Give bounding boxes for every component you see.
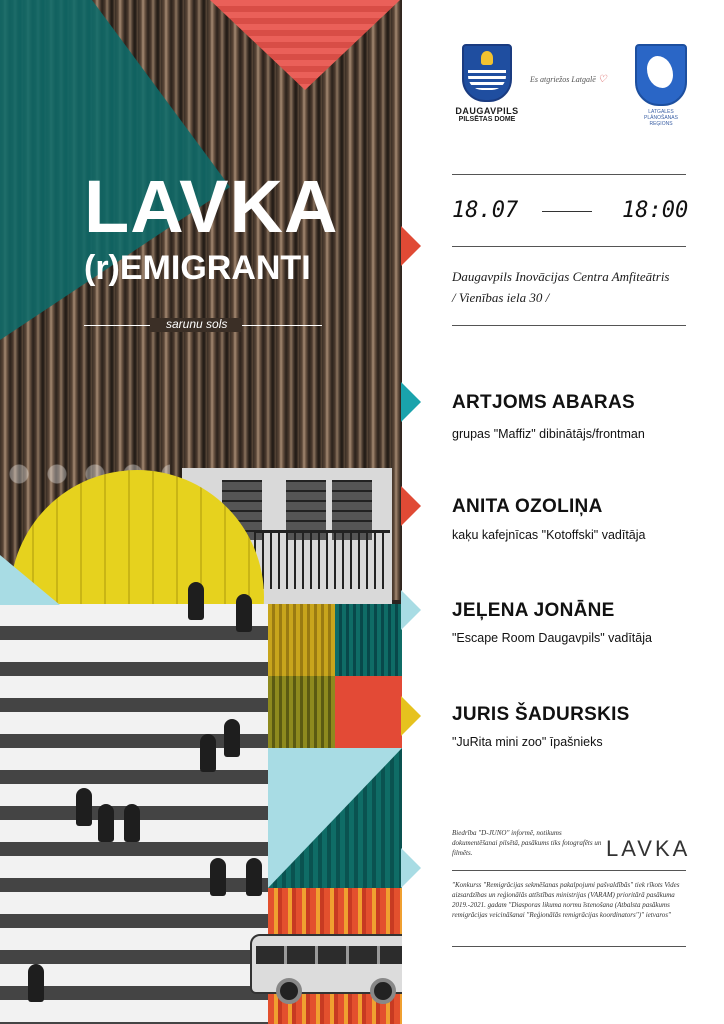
pedestrian xyxy=(124,804,140,842)
event-date: 18.07 xyxy=(452,198,519,223)
tile-mustard xyxy=(268,604,335,676)
date-separator xyxy=(542,211,592,212)
region-coat-of-arms-icon xyxy=(635,44,687,106)
van-wheel xyxy=(276,978,302,1004)
crosswalk-photo xyxy=(0,604,268,1024)
speaker-role: "JuRita mini zoo" īpašnieks xyxy=(452,735,603,749)
filming-notice: Biedrība "D-JUNO" informē, notikums dokumentēšanai pilsētā, pasākums tiks fotografēts un filmēts. xyxy=(452,829,602,857)
marker-yellow xyxy=(401,696,421,736)
pedestrian xyxy=(246,858,262,896)
venue-name: Daugavpils Inovācijas Centra Amfiteātris xyxy=(452,269,670,284)
lavka-logo: LAVKA xyxy=(606,836,691,861)
griffin-icon xyxy=(647,56,673,88)
city-logo xyxy=(452,44,522,123)
heart-icon: ♡ xyxy=(597,74,607,85)
marker-red xyxy=(401,486,421,526)
marker-red xyxy=(401,226,421,266)
poster-subtitle: (r)EMIGRANTI xyxy=(84,249,311,287)
marker-light-blue xyxy=(401,590,421,630)
city-name: DAUGAVPILS xyxy=(455,106,519,116)
venue-address: / Vienības iela 30 / xyxy=(452,290,550,305)
balcony-railing xyxy=(254,530,390,589)
speaker-role: "Escape Room Daugavpils" vadītāja xyxy=(452,631,652,645)
speaker-name: JURIS ŠADURSKIS xyxy=(452,704,630,725)
pedestrian xyxy=(188,582,204,620)
event-venue xyxy=(452,266,692,308)
speaker-role: kaķu kafejnīcas "Kotoffski" vadītāja xyxy=(452,528,646,542)
divider xyxy=(452,946,686,947)
marker-teal xyxy=(401,382,421,422)
tile-teal xyxy=(335,604,402,676)
pedestrian xyxy=(224,719,240,757)
divider xyxy=(452,246,686,247)
city-coat-of-arms-icon xyxy=(462,44,512,102)
title-block xyxy=(84,165,339,288)
region-logo xyxy=(632,44,690,127)
divider xyxy=(452,174,686,175)
speaker-name: ANITA OZOLIŅA xyxy=(452,496,603,517)
slogan-text: Es atgriežos Latgalē xyxy=(530,75,596,84)
van-windows xyxy=(256,946,402,964)
pedestrian xyxy=(200,734,216,772)
slogan xyxy=(530,74,607,85)
speaker-name: ARTJOMS ABARAS xyxy=(452,392,635,413)
van-wheel xyxy=(370,978,396,1004)
speaker-name: JEĻENA JONĀNE xyxy=(452,600,615,621)
pedestrian xyxy=(98,804,114,842)
event-time: 18:00 xyxy=(622,198,689,223)
pedestrian xyxy=(28,964,44,1002)
pedestrian xyxy=(76,788,92,826)
waves-icon xyxy=(468,70,506,90)
marker-light-blue xyxy=(401,848,421,888)
pedestrian xyxy=(210,858,226,896)
funding-footer: "Konkurss "Remigrācijas sekmēšanas pakalpojumi pašvaldībās" tiek rīkots Vides aizsardzības un reģionālās attīstības ministrijas (VARAM) prioritārā pasākuma 2019.-2021. gadam "Diasporas likuma normu īstenošana (Atbalsta pasākums remigrācijas veicināšanai "Reģionālās remigrācijas koordinators")" ietvaros" xyxy=(452,881,680,919)
city-council: PILSĒTAS DOME xyxy=(458,116,516,123)
poster-tagline: sarunu sols xyxy=(166,317,228,331)
divider xyxy=(452,870,686,871)
tile-red xyxy=(335,676,402,748)
speaker-role: grupas "Maffiz" dibinātājs/frontman xyxy=(452,427,645,441)
lily-icon xyxy=(481,51,493,65)
van-image xyxy=(250,930,402,1010)
region-name: LATGALES PLĀNOŠANAS REĢIONS xyxy=(644,109,678,127)
divider xyxy=(452,325,686,326)
poster-title: LAVKA xyxy=(84,165,339,248)
tile-olive xyxy=(268,676,335,748)
pedestrian xyxy=(236,594,252,632)
